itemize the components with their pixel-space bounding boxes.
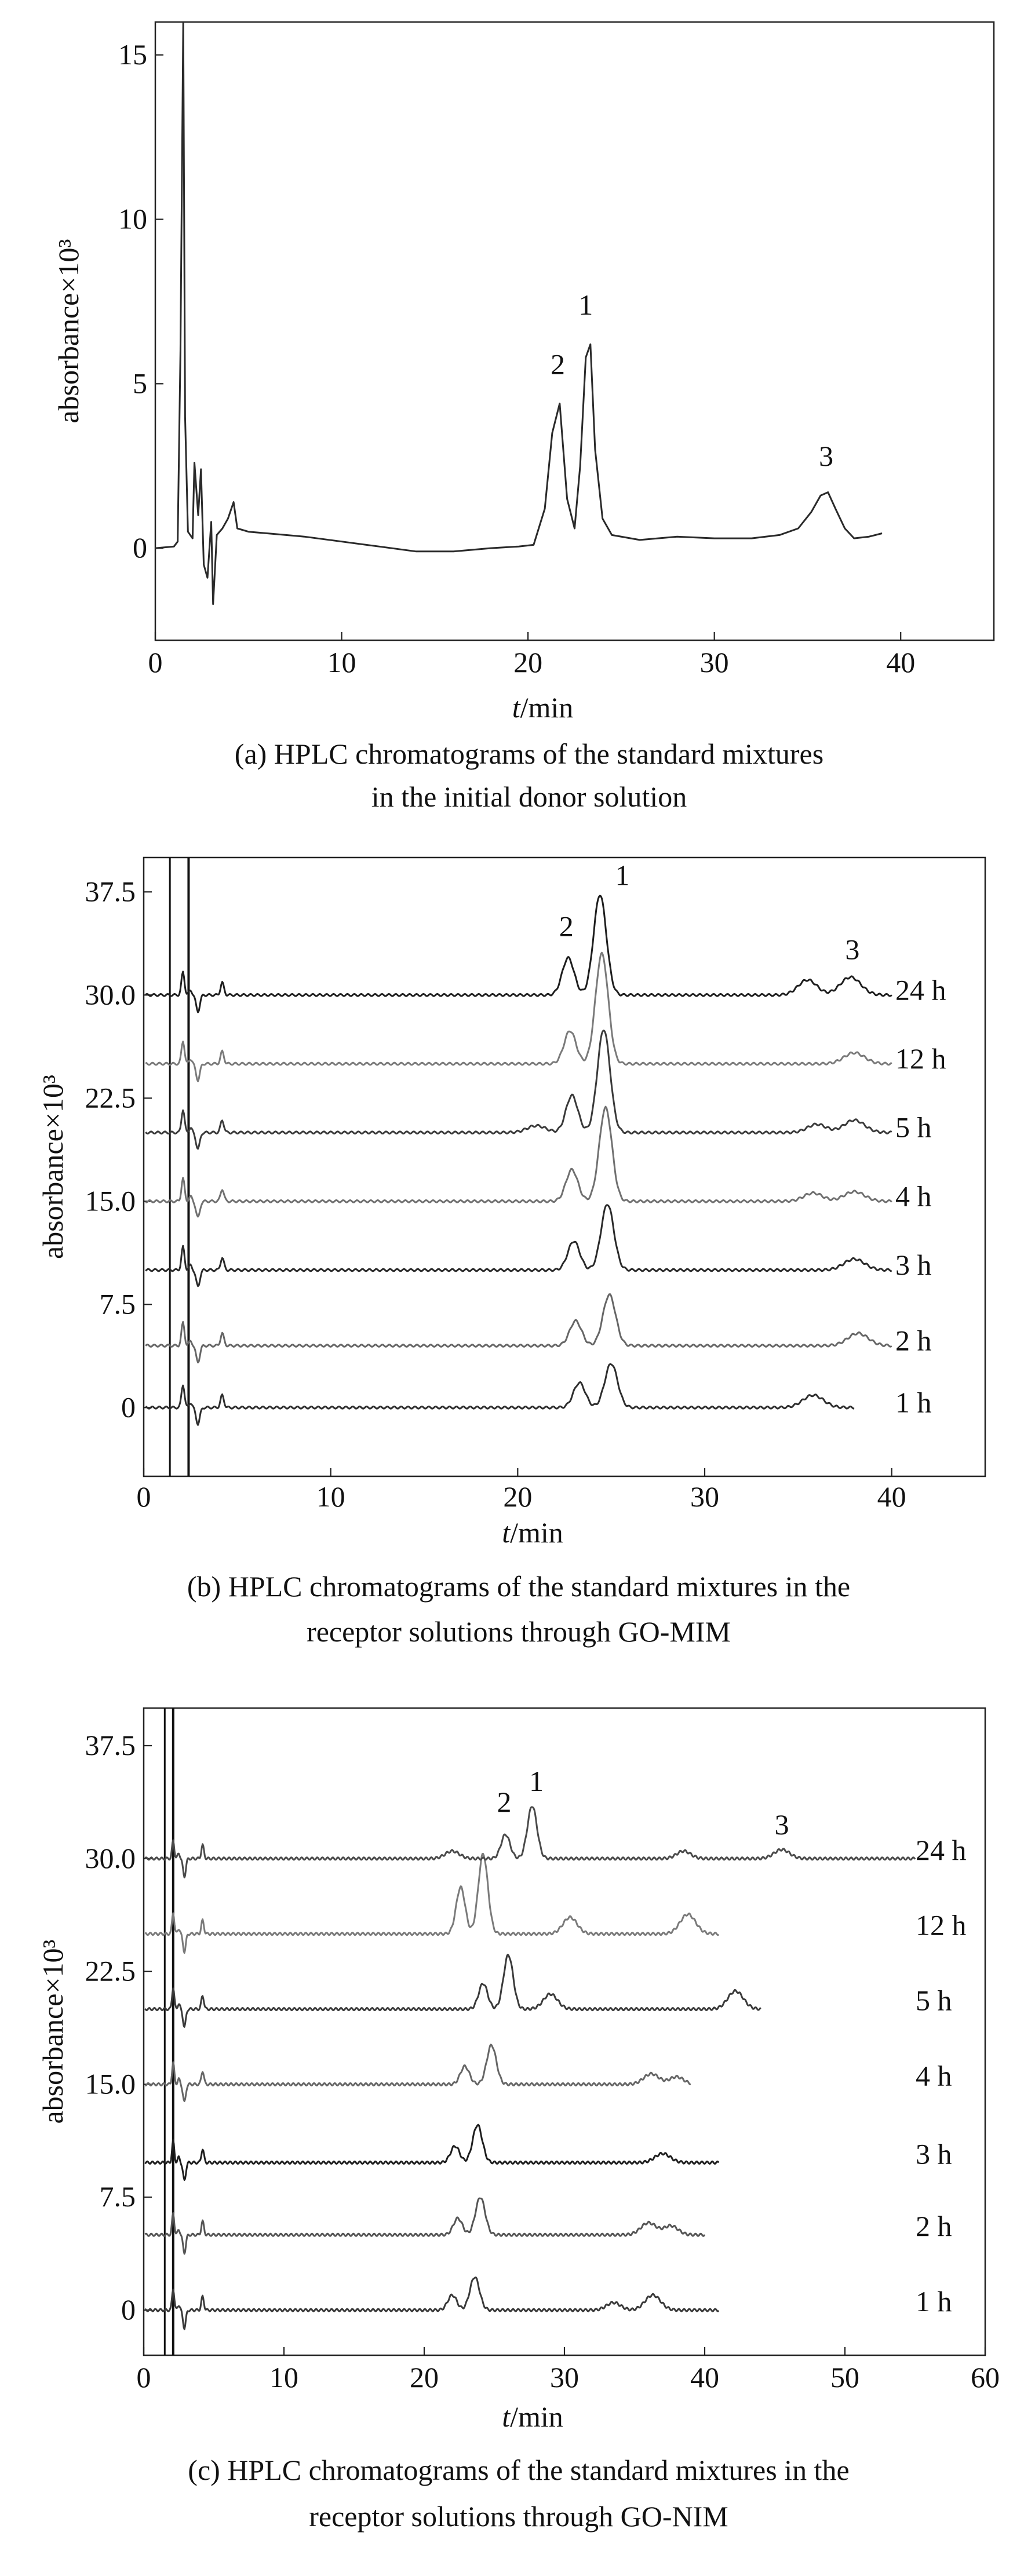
x-tick-label: 10 <box>269 2361 298 2393</box>
x-tick-label: 50 <box>830 2361 859 2393</box>
peak-label-2: 2 <box>559 910 574 943</box>
time-label-1h: 1 h <box>916 2285 952 2318</box>
x-tick-label: 20 <box>410 2361 439 2393</box>
caption-line: (c) HPLC chromatograms of the standard mixtures in the <box>188 2454 850 2486</box>
series-line-2h <box>145 2198 705 2254</box>
x-axis-title-italic: t <box>502 1516 511 1549</box>
y-tick-label: 15.0 <box>85 2067 136 2100</box>
peak-label-2: 2 <box>497 1786 512 1819</box>
series-line-2h <box>145 1294 892 1363</box>
x-tick-label: 20 <box>513 646 543 678</box>
series-line-4h <box>145 2045 690 2101</box>
plot-area <box>155 22 882 604</box>
x-axis-title <box>502 1516 563 1549</box>
series-line-24h <box>145 896 892 1012</box>
y-tick-label: 30.0 <box>85 1841 136 1874</box>
peak-label-3: 3 <box>774 1808 789 1841</box>
series-line-1h <box>145 2278 719 2329</box>
time-label-1h: 1 h <box>895 1386 932 1419</box>
time-label-4h: 4 h <box>895 1180 932 1213</box>
plot-area <box>145 1708 915 2355</box>
time-label-12h: 12 h <box>895 1042 946 1075</box>
peak-label-1: 1 <box>529 1764 544 1797</box>
caption-line: receptor solutions through GO-MIM <box>307 1615 731 1648</box>
time-label-5h: 5 h <box>916 1984 952 2017</box>
x-axis-title-unit: /min <box>510 1516 563 1549</box>
plot-frame <box>155 22 994 640</box>
chart-panel-c <box>37 1708 1000 2533</box>
x-axis-title-unit: /min <box>510 2400 563 2433</box>
caption-line: (b) HPLC chromatograms of the standard mixtures in the <box>187 1570 851 1603</box>
peak-label-3: 3 <box>819 440 834 473</box>
x-tick-label: 40 <box>877 1480 906 1513</box>
plot-frame <box>144 1708 985 2355</box>
y-tick-label: 7.5 <box>99 1287 136 1320</box>
time-label-24h: 24 h <box>895 973 946 1006</box>
time-label-3h: 3 h <box>916 2137 952 2170</box>
x-tick-label: 30 <box>690 1480 719 1513</box>
series-line-5h <box>145 1031 892 1149</box>
y-tick-label: 30.0 <box>85 978 136 1011</box>
time-label-5h: 5 h <box>895 1111 932 1144</box>
series-line-12h <box>145 953 892 1081</box>
series-line-5h <box>145 1955 760 2027</box>
plot-area <box>145 858 892 1476</box>
peak-label-1: 1 <box>615 859 630 892</box>
y-axis-title: absorbance×10³ <box>37 1074 69 1260</box>
series-line-24h <box>145 1807 915 1878</box>
caption-line: (a) HPLC chromatograms of the standard mixtures <box>234 738 824 770</box>
series-line-4h <box>145 1107 892 1217</box>
x-tick-label: 20 <box>503 1480 533 1513</box>
peak-label-2: 2 <box>551 348 566 381</box>
y-tick-label: 15 <box>118 38 147 71</box>
x-axis-title-italic: t <box>502 2400 511 2433</box>
y-tick-label: 37.5 <box>85 1728 136 1761</box>
time-label-3h: 3 h <box>895 1249 932 1281</box>
y-tick-label: 37.5 <box>85 875 136 908</box>
x-axis-title <box>502 2400 563 2433</box>
y-tick-label: 7.5 <box>99 2180 136 2213</box>
x-axis-title-unit: /min <box>520 691 574 724</box>
y-tick-label: 5 <box>133 367 147 400</box>
x-tick-label: 30 <box>699 646 729 678</box>
x-tick-label: 60 <box>971 2361 1000 2393</box>
y-axis-title: absorbance×10³ <box>37 1939 69 2124</box>
peak-label-3: 3 <box>845 933 860 966</box>
x-axis-title-italic: t <box>512 691 520 724</box>
series-line-initial <box>155 22 882 604</box>
x-tick-label: 40 <box>690 2361 719 2393</box>
x-tick-label: 0 <box>136 2361 151 2393</box>
x-axis-title <box>512 691 574 724</box>
x-tick-label: 40 <box>886 646 916 678</box>
chart-panel-b <box>37 858 985 1648</box>
y-tick-label: 22.5 <box>85 1954 136 1987</box>
chart-panel-a <box>52 22 994 813</box>
time-label-2h: 2 h <box>895 1324 932 1357</box>
y-axis-title: absorbance×10³ <box>52 239 85 424</box>
y-tick-label: 0 <box>121 1391 136 1424</box>
time-label-24h: 24 h <box>916 1833 967 1866</box>
series-line-1h <box>145 1364 854 1425</box>
caption-line: receptor solutions through GO-NIM <box>309 2500 728 2533</box>
caption-line: in the initial donor solution <box>371 780 687 813</box>
series-line-3h <box>145 2125 719 2180</box>
peak-label-1: 1 <box>578 289 593 322</box>
time-label-12h: 12 h <box>916 1909 967 1942</box>
x-tick-label: 0 <box>148 646 163 678</box>
y-tick-label: 15.0 <box>85 1184 136 1217</box>
y-tick-label: 0 <box>121 2293 136 2326</box>
x-tick-label: 30 <box>550 2361 579 2393</box>
y-tick-label: 0 <box>133 531 147 564</box>
x-tick-label: 10 <box>327 646 356 678</box>
time-label-2h: 2 h <box>916 2210 952 2243</box>
series-line-3h <box>145 1205 892 1286</box>
y-tick-label: 10 <box>118 202 147 235</box>
time-label-4h: 4 h <box>916 2059 952 2092</box>
x-tick-label: 0 <box>136 1480 151 1513</box>
x-tick-label: 10 <box>316 1480 345 1513</box>
y-tick-label: 22.5 <box>85 1081 136 1114</box>
series-line-12h <box>145 1853 719 1953</box>
